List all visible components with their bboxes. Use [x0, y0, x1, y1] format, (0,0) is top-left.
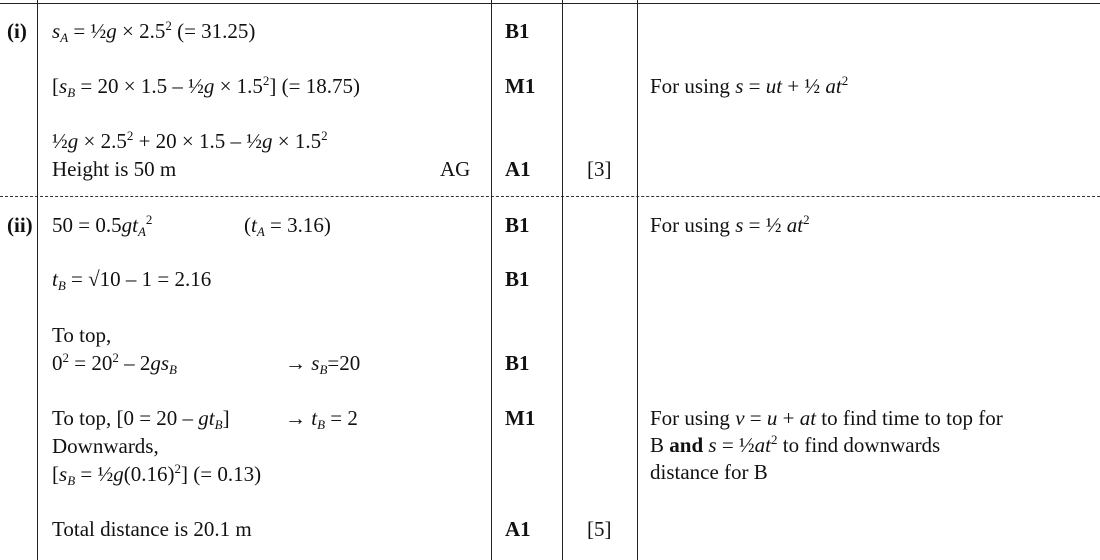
- column-divider-2: [491, 0, 492, 560]
- column-divider-3: [562, 0, 563, 560]
- part-total: [3]: [587, 157, 612, 181]
- working-line: [$s_B$ = $\frac{1}{2}g(0.16)^2$] (= 0.13): [52, 461, 262, 488]
- part-total: [5]: [587, 517, 612, 541]
- working-line: Downwards,: [52, 434, 159, 458]
- working-line: $s_A$ = ½g × $2.5^2$ (= 31.25): [52, 18, 256, 45]
- answer-given-label: AG: [440, 157, 471, 181]
- mark-code: B1: [505, 213, 530, 237]
- working-line: [$s_B = 20 \times 1.5$ – ½g × $1.5^2$] (= 18.75): [52, 73, 360, 100]
- working-line: $50 = 0.5gt_A^2$: [52, 212, 153, 239]
- mark-code: B1: [505, 19, 530, 43]
- working-line: To top, $[0 = 20 - gt_B]$: [52, 406, 230, 432]
- guidance-note: For using s = ½ $at^2$: [650, 212, 810, 237]
- mark-code: M1: [505, 406, 536, 430]
- part-label-ii: (ii): [7, 213, 33, 237]
- mark-code: M1: [505, 74, 536, 98]
- guidance-note: For using v = u + at to find time to top for B and $s = \frac{1}{2}at^2$ to find downwards distance for B: [650, 406, 1003, 484]
- working-line: Total distance is 20.1 m: [52, 517, 252, 541]
- mark-code: A1: [505, 157, 531, 181]
- working-aside: $(t_A = 3.16)$: [244, 213, 331, 239]
- working-line: Height is 50 m: [52, 157, 177, 181]
- guidance-note: For using s = ut + ½ $at^2$: [650, 73, 849, 98]
- column-divider-4: [637, 0, 638, 560]
- part-divider: [0, 196, 1100, 197]
- working-aside: → $s_B=20$: [285, 351, 361, 377]
- working-aside: → $t_B = 2$: [285, 406, 358, 432]
- working-line: ½g × $2.5^2 + 20 \times 1.5$ – ½g × $1.5^2$: [52, 128, 328, 153]
- working-line: $0^2 = 20^2 - 2gs_B$: [52, 350, 177, 377]
- mark-code: B1: [505, 351, 530, 375]
- working-line: $t_B = √10 - 1 = 2.16$: [52, 267, 212, 293]
- top-border: [0, 3, 1100, 4]
- working-line: To top,: [52, 323, 112, 347]
- mark-code: A1: [505, 517, 531, 541]
- column-divider-1: [37, 0, 38, 560]
- mark-code: B1: [505, 267, 530, 291]
- part-label-i: (i): [7, 19, 27, 43]
